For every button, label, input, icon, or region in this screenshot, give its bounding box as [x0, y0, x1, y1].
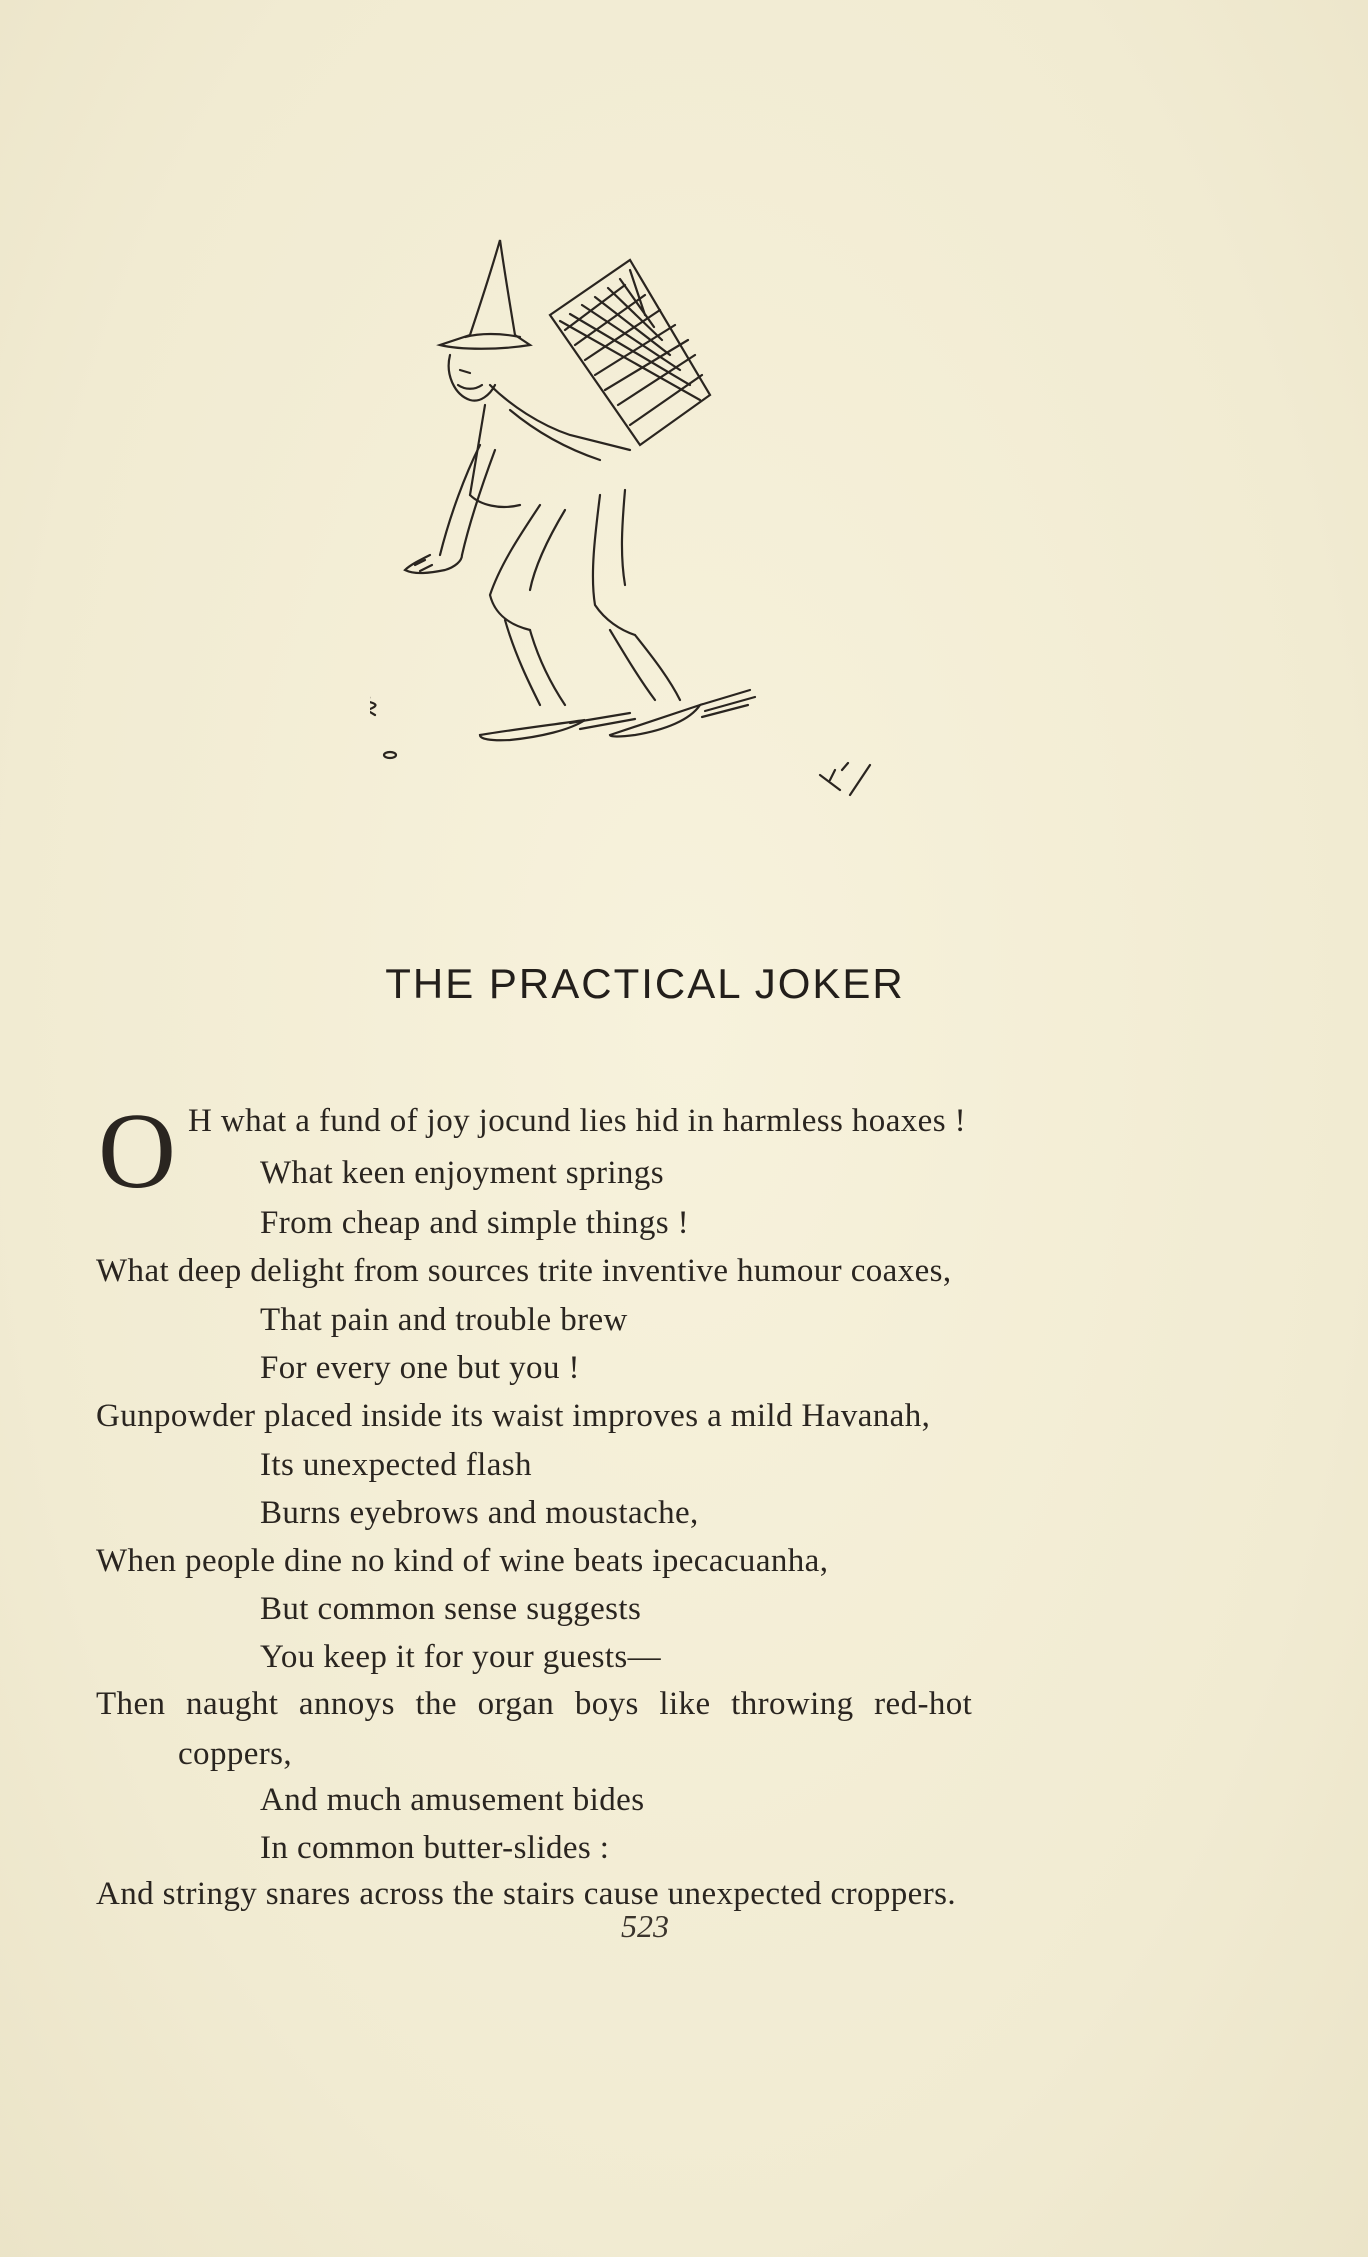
poem-line: From cheap and simple things ! — [260, 1205, 690, 1241]
poem-title: THE PRACTICAL JOKER — [385, 960, 905, 1007]
poem-line: coppers, — [178, 1736, 293, 1772]
poem-line: When people dine no kind of wine beats ipecacuanha, — [96, 1543, 829, 1579]
poem-line: For every one but you ! — [260, 1350, 580, 1386]
poem-line: But common sense suggests — [260, 1591, 642, 1627]
poem-line: In common butter-slides : — [260, 1830, 610, 1866]
poem-line: What keen enjoyment springs — [260, 1155, 664, 1191]
poem-line: Its unexpected flash — [260, 1447, 532, 1483]
poem-line: What deep delight from sources trite inventive humour coaxes, — [96, 1253, 952, 1289]
page-number: 523 — [621, 1908, 669, 1944]
poem-line: You keep it for your guests— — [260, 1639, 662, 1675]
drop-cap: O — [98, 1092, 176, 1211]
poem-line: H what a fund of joy jocund lies hid in harmless hoaxes ! — [188, 1103, 966, 1139]
poem-line: And much amusement bides — [260, 1782, 645, 1818]
sneaking-joker-illustration — [370, 235, 970, 835]
poem-line: That pain and trouble brew — [260, 1302, 628, 1338]
poem-line: And stringy snares across the stairs cause unexpected croppers. — [96, 1876, 957, 1912]
poem-line: Then naught annoys the organ boys like throwing red-hot — [96, 1686, 973, 1722]
poem-line: Burns eyebrows and moustache, — [260, 1495, 699, 1531]
poem-line: Gunpowder placed inside its waist improves a mild Havanah, — [96, 1398, 931, 1434]
